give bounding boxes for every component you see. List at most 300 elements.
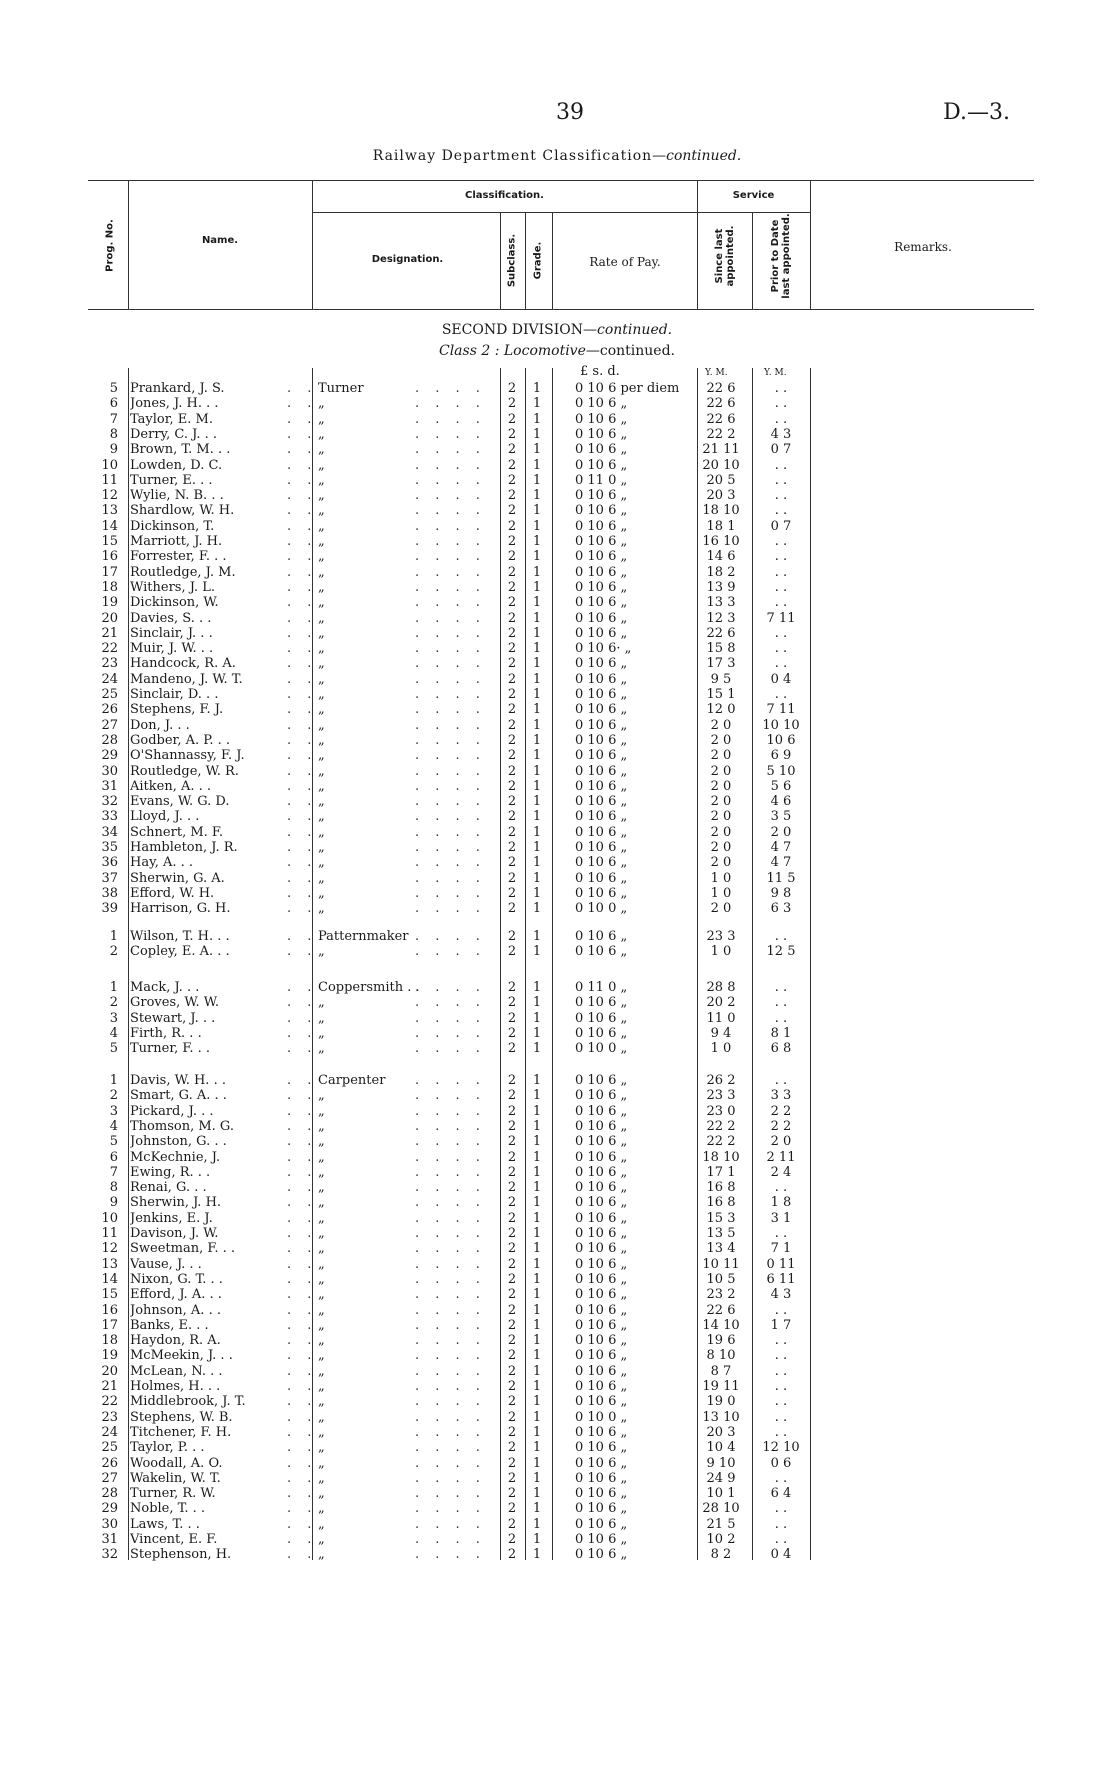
- col-divider: [752, 212, 753, 309]
- leader-dots: . .: [287, 824, 318, 840]
- grade: 1: [532, 809, 542, 825]
- employee-name: Lloyd, J. . .: [130, 809, 200, 825]
- since-last-appointed: 18 2: [706, 564, 736, 580]
- rate-of-pay: 0 10 6 „: [575, 1210, 628, 1226]
- grade: 1: [532, 411, 542, 427]
- employee-name: Wilson, T. H. . .: [130, 929, 230, 944]
- table-row: [0, 794, 1114, 809]
- prog-no: 18: [101, 579, 118, 595]
- table-row: [0, 1410, 1114, 1425]
- leader-dots: . . . .: [415, 1501, 486, 1517]
- grade: 1: [532, 671, 542, 687]
- pay-units: £ s. d.: [580, 364, 620, 379]
- leader-dots: . . . .: [415, 503, 486, 519]
- employee-name: Firth, R. . .: [130, 1025, 202, 1041]
- designation: „: [318, 641, 325, 657]
- prior-to-date: . .: [774, 1348, 788, 1364]
- designation: „: [318, 1118, 325, 1134]
- prog-no: 36: [101, 855, 118, 871]
- prog-no: 18: [101, 1333, 118, 1349]
- grade: 1: [532, 564, 542, 580]
- since-last-appointed: 22 2: [706, 1118, 736, 1134]
- rate-of-pay: 0 10 6 „: [575, 809, 628, 825]
- leader-dots: . . . .: [415, 1440, 486, 1456]
- designation: „: [318, 870, 325, 886]
- rate-of-pay: 0 10 6 „: [575, 929, 628, 944]
- table-row: [0, 809, 1114, 824]
- header-remarks: Remarks.: [894, 240, 952, 254]
- grade: 1: [532, 824, 542, 840]
- rate-of-pay: 0 10 6 „: [575, 840, 628, 855]
- rate-of-pay: 0 10 0 „: [575, 1041, 628, 1057]
- employee-name: Smart, G. A. . .: [130, 1088, 227, 1104]
- grade: 1: [532, 457, 542, 473]
- leader-dots: . .: [287, 579, 318, 595]
- leader-dots: . . . .: [415, 1041, 486, 1057]
- prior-to-date: 1 7: [770, 1317, 792, 1333]
- prior-to-date: 10 10: [762, 717, 800, 733]
- class-locomotive: Locomotive: [503, 343, 586, 359]
- subclass: 2: [507, 1348, 517, 1364]
- rate-of-pay: 0 10 6 „: [575, 1470, 628, 1486]
- prog-no: 12: [101, 488, 118, 504]
- leader-dots: . . . .: [415, 1134, 486, 1150]
- grade: 1: [532, 1164, 542, 1180]
- prog-no: 8: [109, 1180, 118, 1196]
- table-row: [0, 641, 1114, 656]
- subclass: 2: [507, 1424, 517, 1440]
- header-top-rule: [88, 180, 1034, 181]
- designation: „: [318, 1241, 325, 1257]
- prior-to-date: 5 10: [766, 763, 796, 779]
- col-divider: [810, 180, 811, 309]
- prog-no: 29: [101, 1501, 118, 1517]
- prog-no: 4: [109, 1118, 118, 1134]
- prior-to-date: . .: [774, 656, 788, 672]
- leader-dots: . . . .: [415, 763, 486, 779]
- subclass: 2: [507, 610, 517, 626]
- leader-dots: . .: [287, 472, 318, 488]
- employee-name: Handcock, R. A.: [130, 656, 236, 672]
- leader-dots: . .: [287, 1363, 318, 1379]
- employee-name: Lowden, D. C.: [130, 457, 223, 473]
- table-row: [0, 1011, 1114, 1026]
- designation: „: [318, 794, 325, 810]
- table-row: [0, 995, 1114, 1010]
- table-row: [0, 1547, 1114, 1562]
- designation: „: [318, 732, 325, 748]
- prior-to-date: . .: [774, 472, 788, 488]
- since-last-appointed: 24 9: [706, 1470, 736, 1486]
- grade: 1: [532, 748, 542, 764]
- leader-dots: . .: [287, 381, 318, 396]
- prog-no: 5: [109, 1041, 118, 1057]
- since-last-appointed: 14 10: [702, 1317, 740, 1333]
- leader-dots: . .: [287, 641, 318, 657]
- table-row: [0, 886, 1114, 901]
- grade: 1: [532, 1010, 542, 1026]
- leader-dots: . .: [287, 702, 318, 718]
- since-last-appointed: 23 0: [706, 1103, 736, 1119]
- employee-name: Schnert, M. F.: [130, 824, 224, 840]
- title-continued: —continued.: [652, 148, 742, 164]
- table-row: [0, 779, 1114, 794]
- since-last-appointed: 1 0: [710, 885, 732, 901]
- leader-dots: . . . .: [415, 1455, 486, 1471]
- designation: „: [318, 1287, 325, 1303]
- employee-name: Ewing, R. . .: [130, 1164, 211, 1180]
- employee-name: Sweetman, F. . .: [130, 1241, 236, 1257]
- employee-name: Taylor, P. . .: [130, 1440, 205, 1456]
- designation: „: [318, 1333, 325, 1349]
- prog-no: 9: [109, 442, 118, 458]
- leader-dots: . . . .: [415, 1394, 486, 1410]
- grade: 1: [532, 1394, 542, 1410]
- employee-name: Godber, A. P. . .: [130, 732, 231, 748]
- prog-no: 1: [109, 1073, 118, 1088]
- designation: „: [318, 1424, 325, 1440]
- leader-dots: . . . .: [415, 748, 486, 764]
- leader-dots: . . . .: [415, 442, 486, 458]
- subclass: 2: [507, 824, 517, 840]
- since-last-appointed: 2 0: [710, 763, 732, 779]
- rate-of-pay: 0 10 6 „: [575, 564, 628, 580]
- since-last-appointed: 12 0: [706, 702, 736, 718]
- since-last-appointed: 13 3: [706, 595, 736, 611]
- leader-dots: . . . .: [415, 595, 486, 611]
- leader-dots: . . . .: [415, 381, 486, 396]
- prior-to-date: . .: [774, 411, 788, 427]
- rate-of-pay: 0 10 6 „: [575, 1516, 628, 1532]
- prior-to-date: 7 11: [766, 610, 796, 626]
- leader-dots: . .: [287, 426, 318, 442]
- prog-no: 11: [101, 1226, 118, 1241]
- designation: „: [318, 809, 325, 825]
- rate-of-pay: 0 10 6 „: [575, 870, 628, 886]
- table-row: [0, 1165, 1114, 1180]
- prior-to-date: . .: [774, 1470, 788, 1486]
- leader-dots: . . . .: [415, 579, 486, 595]
- document-reference: D.—3.: [943, 100, 1010, 125]
- designation: „: [318, 687, 325, 702]
- employee-name: Wylie, N. B. . .: [130, 488, 224, 504]
- prior-to-date: 8 1: [770, 1025, 792, 1041]
- subclass: 2: [507, 1180, 517, 1196]
- employee-name: Turner, F. . .: [130, 1041, 211, 1057]
- since-last-appointed: 2 0: [710, 809, 732, 825]
- grade: 1: [532, 426, 542, 442]
- prior-to-date: 3 1: [770, 1210, 792, 1226]
- prog-no: 1: [109, 980, 118, 995]
- header-name: Name.: [201, 235, 239, 246]
- rate-of-pay: 0 10 6 „: [575, 1241, 628, 1257]
- rate-of-pay: 0 10 6· „: [575, 641, 632, 657]
- designation: „: [318, 426, 325, 442]
- leader-dots: . .: [287, 1134, 318, 1150]
- prior-to-date: . .: [774, 457, 788, 473]
- designation: „: [318, 1010, 325, 1026]
- table-row: [0, 687, 1114, 702]
- prog-no: 14: [101, 518, 118, 534]
- rate-of-pay: 0 10 6 „: [575, 794, 628, 810]
- leader-dots: . .: [287, 687, 318, 702]
- subclass: 2: [507, 1317, 517, 1333]
- leader-dots: . .: [287, 980, 318, 995]
- grade: 1: [532, 840, 542, 855]
- prog-no: 39: [101, 901, 118, 917]
- grade: 1: [532, 472, 542, 488]
- employee-name: Titchener, F. H.: [130, 1424, 232, 1440]
- leader-dots: . . . .: [415, 671, 486, 687]
- leader-dots: . .: [287, 1025, 318, 1041]
- prog-no: 21: [101, 625, 118, 641]
- employee-name: O'Shannassy, F. J.: [130, 748, 245, 764]
- grade: 1: [532, 1532, 542, 1547]
- subclass: 2: [507, 1210, 517, 1226]
- subclass: 2: [507, 763, 517, 779]
- designation: „: [318, 1164, 325, 1180]
- prog-no: 22: [101, 641, 118, 657]
- grade: 1: [532, 794, 542, 810]
- table-row: [0, 1150, 1114, 1165]
- leader-dots: . . . .: [415, 1118, 486, 1134]
- leader-dots: . . . .: [415, 1424, 486, 1440]
- prog-no: 6: [109, 1149, 118, 1165]
- leader-dots: . .: [287, 457, 318, 473]
- leader-dots: . . . .: [415, 1164, 486, 1180]
- prior-to-date: . .: [774, 564, 788, 580]
- since-last-appointed: 11 0: [706, 1010, 736, 1026]
- leader-dots: . .: [287, 518, 318, 534]
- rate-of-pay: 0 10 6 „: [575, 1532, 628, 1547]
- leader-dots: . . . .: [415, 1486, 486, 1502]
- col-divider: [128, 180, 129, 309]
- since-last-appointed: 18 1: [706, 518, 736, 534]
- leader-dots: . .: [287, 610, 318, 626]
- grade: 1: [532, 1256, 542, 1272]
- designation: „: [318, 1501, 325, 1517]
- prior-to-date: 1 8: [770, 1195, 792, 1211]
- page-number: 39: [556, 100, 584, 125]
- prior-to-date: . .: [774, 549, 788, 565]
- prog-no: 26: [101, 1455, 118, 1471]
- since-last-appointed: 12 3: [706, 610, 736, 626]
- subclass: 2: [507, 1516, 517, 1532]
- leader-dots: . .: [287, 1088, 318, 1104]
- table-row: [0, 672, 1114, 687]
- table-row: [0, 1318, 1114, 1333]
- header-service: Service: [732, 190, 775, 201]
- rate-of-pay: 0 10 6 „: [575, 488, 628, 504]
- prog-no: 7: [109, 1164, 118, 1180]
- prior-to-date: 6 8: [770, 1041, 792, 1057]
- prior-to-date: . .: [774, 534, 788, 549]
- prog-no: 1: [109, 929, 118, 944]
- subclass: 2: [507, 1394, 517, 1410]
- rate-of-pay: 0 10 6 „: [575, 595, 628, 611]
- prog-no: 11: [101, 472, 118, 488]
- prior-to-date: 0 6: [770, 1455, 792, 1471]
- since-last-appointed: 20 10: [702, 457, 740, 473]
- since-last-appointed: 18 10: [702, 1149, 740, 1165]
- prog-no: 16: [101, 1302, 118, 1318]
- header-rate-of-pay: Rate of Pay.: [589, 255, 661, 269]
- since-last-appointed: 19 6: [706, 1333, 736, 1349]
- employee-name: Turner, R. W.: [130, 1486, 216, 1502]
- prior-to-date: . .: [774, 503, 788, 519]
- leader-dots: . .: [287, 595, 318, 611]
- rate-of-pay: 0 10 6 „: [575, 1363, 628, 1379]
- leader-dots: . .: [287, 1333, 318, 1349]
- employee-name: Banks, E. . .: [130, 1317, 209, 1333]
- since-last-appointed: 8 10: [706, 1348, 736, 1364]
- rate-of-pay: 0 10 6 „: [575, 1394, 628, 1410]
- prog-no: 10: [101, 457, 118, 473]
- leader-dots: . .: [287, 411, 318, 427]
- since-last-appointed: 22 2: [706, 1134, 736, 1150]
- leader-dots: . . . .: [415, 625, 486, 641]
- prog-no: 22: [101, 1394, 118, 1410]
- rate-of-pay: 0 10 6 „: [575, 1333, 628, 1349]
- subclass: 2: [507, 641, 517, 657]
- prior-to-date: . .: [774, 1532, 788, 1547]
- since-last-appointed: 10 5: [706, 1271, 736, 1287]
- since-last-appointed: 22 6: [706, 625, 736, 641]
- employee-name: Harrison, G. H.: [130, 901, 231, 917]
- table-row: [0, 855, 1114, 870]
- grade: 1: [532, 1333, 542, 1349]
- prior-to-date: 2 4: [770, 1164, 792, 1180]
- employee-name: Muir, J. W. . .: [130, 641, 214, 657]
- grade: 1: [532, 1470, 542, 1486]
- leader-dots: . .: [287, 1073, 318, 1088]
- table-row: [0, 580, 1114, 595]
- table-row: [0, 1104, 1114, 1119]
- designation: Patternmaker: [318, 929, 409, 944]
- subclass: 2: [507, 717, 517, 733]
- since-last-appointed: 21 5: [706, 1516, 736, 1532]
- table-row: [0, 1287, 1114, 1302]
- employee-name: Stephens, F. J.: [130, 702, 224, 718]
- employee-name: Sherwin, J. H.: [130, 1195, 222, 1211]
- rate-of-pay: 0 10 6 „: [575, 396, 628, 412]
- leader-dots: . . . .: [415, 641, 486, 657]
- designation: „: [318, 472, 325, 488]
- subclass: 2: [507, 995, 517, 1011]
- employee-name: Marriott, J. H.: [130, 534, 223, 549]
- leader-dots: . .: [287, 1424, 318, 1440]
- leader-dots: . . . .: [415, 1073, 486, 1088]
- grade: 1: [532, 1486, 542, 1502]
- prior-to-date: . .: [774, 1379, 788, 1394]
- leader-dots: . .: [287, 488, 318, 504]
- employee-name: Holmes, H. . .: [130, 1379, 221, 1394]
- subclass: 2: [507, 1333, 517, 1349]
- rate-of-pay: 0 10 6 „: [575, 1025, 628, 1041]
- prog-no: 21: [101, 1379, 118, 1394]
- leader-dots: . . . .: [415, 1516, 486, 1532]
- rate-of-pay: 0 10 6 „: [575, 1164, 628, 1180]
- table-row: [0, 825, 1114, 840]
- leader-dots: . . . .: [415, 1149, 486, 1165]
- employee-name: Davison, J. W.: [130, 1226, 219, 1241]
- subclass: 2: [507, 396, 517, 412]
- table-row: [0, 1501, 1114, 1516]
- rate-of-pay: 0 10 6 „: [575, 1501, 628, 1517]
- grade: 1: [532, 1118, 542, 1134]
- subclass: 2: [507, 687, 517, 702]
- table-row: [0, 1333, 1114, 1348]
- grade: 1: [532, 1134, 542, 1150]
- leader-dots: . .: [287, 1195, 318, 1211]
- subclass: 2: [507, 1195, 517, 1211]
- leader-dots: . . . .: [415, 824, 486, 840]
- employee-name: Forrester, F. . .: [130, 549, 227, 565]
- designation: „: [318, 1149, 325, 1165]
- rate-of-pay: 0 10 6 „: [575, 944, 628, 960]
- rate-of-pay: 0 10 6 „: [575, 671, 628, 687]
- leader-dots: . .: [287, 1455, 318, 1471]
- leader-dots: . . . .: [415, 1379, 486, 1394]
- rate-of-pay: 0 10 6 „: [575, 995, 628, 1011]
- subclass: 2: [507, 1455, 517, 1471]
- prior-to-date: . .: [774, 579, 788, 595]
- leader-dots: . .: [287, 1348, 318, 1364]
- leader-dots: . .: [287, 1532, 318, 1547]
- employee-name: Aitken, A. . .: [130, 778, 212, 794]
- leader-dots: . .: [287, 442, 318, 458]
- header-prior-to-date: Prior to Date last appointed.: [770, 213, 792, 299]
- leader-dots: . .: [287, 1379, 318, 1394]
- leader-dots: . .: [287, 809, 318, 825]
- leader-dots: . . . .: [415, 1333, 486, 1349]
- since-last-appointed: 17 1: [706, 1164, 736, 1180]
- rate-of-pay: 0 11 0 „: [575, 472, 628, 488]
- designation: „: [318, 1440, 325, 1456]
- prior-to-date: 12 5: [766, 944, 796, 960]
- employee-name: Efford, W. H.: [130, 885, 215, 901]
- prog-no: 20: [101, 610, 118, 626]
- subclass: 2: [507, 488, 517, 504]
- grade: 1: [532, 763, 542, 779]
- designation: „: [318, 1226, 325, 1241]
- leader-dots: . .: [287, 1164, 318, 1180]
- class-continued: —continued.: [585, 343, 675, 359]
- rate-of-pay: 0 10 6 „: [575, 1379, 628, 1394]
- leader-dots: . . . .: [415, 518, 486, 534]
- employee-name: Turner, E. . .: [130, 472, 213, 488]
- leader-dots: . . . .: [415, 1532, 486, 1547]
- designation: „: [318, 840, 325, 855]
- grade: 1: [532, 1547, 542, 1563]
- grade: 1: [532, 518, 542, 534]
- leader-dots: . .: [287, 995, 318, 1011]
- subclass: 2: [507, 1010, 517, 1026]
- grade: 1: [532, 732, 542, 748]
- leader-dots: . .: [287, 1440, 318, 1456]
- employee-name: Sinclair, J. . .: [130, 625, 213, 641]
- grade: 1: [532, 1302, 542, 1318]
- rate-of-pay: 0 10 6 „: [575, 518, 628, 534]
- prior-to-date: 0 7: [770, 442, 792, 458]
- employee-name: Pickard, J. . .: [130, 1103, 214, 1119]
- designation: „: [318, 518, 325, 534]
- header-prog-no: Prog. No.: [104, 219, 116, 272]
- prog-no: 38: [101, 885, 118, 901]
- leader-dots: . . . .: [415, 1302, 486, 1318]
- subclass: 2: [507, 1241, 517, 1257]
- prog-no: 5: [109, 1134, 118, 1150]
